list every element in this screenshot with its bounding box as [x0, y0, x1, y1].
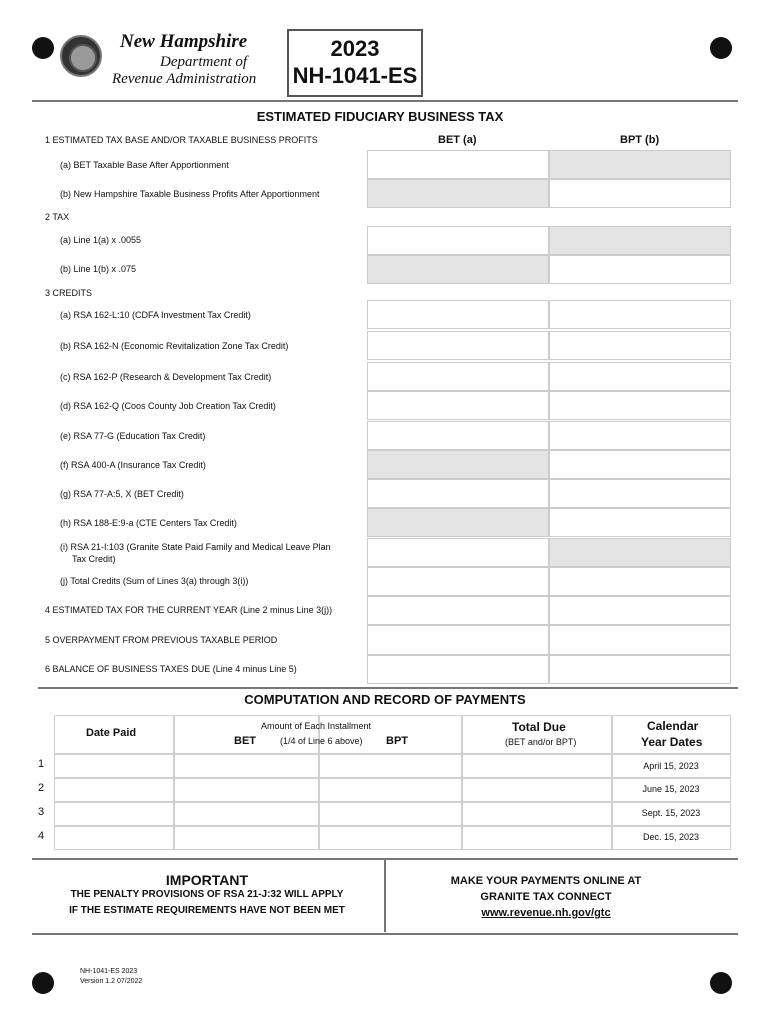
line-3g-bpt-input[interactable] [549, 479, 731, 508]
important-line-1: THE PENALTY PROVISIONS OF RSA 21-J:32 WILL APPLY [70, 889, 344, 900]
line-5-label: 5 OVERPAYMENT FROM PREVIOUS TAXABLE PERIOD [45, 635, 278, 645]
row2-total-input[interactable] [462, 778, 612, 802]
row1-total-input[interactable] [462, 754, 612, 778]
line-3j-label: (j) Total Credits (Sum of Lines 3(a) through 3(i)) [60, 576, 249, 586]
line-3i-bet-input[interactable] [367, 538, 549, 567]
line-3d-label: (d) RSA 162-Q (Coos County Job Creation Tax Credit) [60, 401, 276, 411]
line-2b-bpt-input[interactable] [549, 255, 731, 284]
line-4-bet-input[interactable] [367, 596, 549, 625]
line-3h-bpt-input[interactable] [549, 508, 731, 537]
section1-divider [38, 687, 738, 689]
col-header-calendar: Calendar [647, 719, 699, 733]
line-3j-bpt-input[interactable] [549, 567, 731, 596]
line-3e-label: (e) RSA 77-G (Education Tax Credit) [60, 431, 206, 441]
line-2a-bpt-blocked [549, 226, 731, 255]
registration-mark-bottom-right [710, 972, 732, 994]
col-header-bpt: BPT [386, 735, 408, 747]
col-header-bet: BET [234, 735, 256, 747]
line-2a-label: (a) Line 1(a) x .0055 [60, 235, 142, 245]
line-3b-bpt-input[interactable] [549, 331, 731, 360]
row3-bpt-input[interactable] [319, 802, 462, 826]
row4-calendar-date: Dec. 15, 2023 [642, 832, 700, 842]
important-title: IMPORTANT [165, 872, 249, 888]
line-5-bet-input[interactable] [367, 625, 549, 655]
line-3b-label: (b) RSA 162-N (Economic Revitalization Zone Tax Credit) [60, 341, 289, 351]
line-3f-bpt-input[interactable] [549, 450, 731, 479]
row1-bpt-input[interactable] [319, 754, 462, 778]
line-3c-bpt-input[interactable] [549, 362, 731, 391]
line-1b-bet-blocked [367, 179, 549, 208]
row4-bpt-input[interactable] [319, 826, 462, 850]
row3-bet-input[interactable] [174, 802, 319, 826]
agency-label: Revenue Administration [112, 71, 257, 87]
registration-mark-top-left [32, 37, 54, 59]
line-1a-bpt-blocked [549, 150, 731, 179]
registration-mark-bottom-left [32, 972, 54, 994]
footer-form-id: NH-1041-ES 2023 [80, 968, 138, 975]
line-3g-bet-input[interactable] [367, 479, 549, 508]
col-header-total-sub: (BET and/or BPT) [505, 737, 577, 747]
important-line-2: IF THE ESTIMATE REQUIREMENTS HAVE NOT BEEN MET [69, 905, 345, 916]
row1-number: 1 [38, 758, 45, 770]
line-3i-label-cont: Tax Credit) [72, 554, 116, 564]
line-6-bet-input[interactable] [367, 655, 549, 684]
form-year: 2023 [330, 36, 380, 61]
row2-date-input[interactable] [54, 778, 174, 802]
line-1b-bpt-input[interactable] [549, 179, 731, 208]
line-6-bpt-input[interactable] [549, 655, 731, 684]
line-3a-bpt-input[interactable] [549, 300, 731, 329]
online-line-1: MAKE YOUR PAYMENTS ONLINE AT [450, 875, 642, 887]
line-3e-bet-input[interactable] [367, 421, 549, 450]
line-3d-bpt-input[interactable] [549, 391, 731, 420]
line-3a-label: (a) RSA 162-L:10 (CDFA Investment Tax Credit) [60, 310, 251, 320]
line-1a-bet-input[interactable] [367, 150, 549, 179]
line-2b-bet-blocked [367, 255, 549, 284]
col-header-year-dates: Year Dates [641, 735, 703, 749]
line-4-bpt-input[interactable] [549, 596, 731, 625]
row2-bet-input[interactable] [174, 778, 319, 802]
line-1b-label: (b) New Hampshire Taxable Business Profits After Apportionment [60, 189, 320, 199]
row1-calendar-date: April 15, 2023 [643, 761, 699, 771]
row4-number: 4 [38, 830, 45, 842]
row4-bet-input[interactable] [174, 826, 319, 850]
row2-bpt-input[interactable] [319, 778, 462, 802]
col-header-bpt: BPT (b) [620, 134, 660, 146]
line-3-label: 3 CREDITS [45, 288, 93, 298]
line-6-label: 6 BALANCE OF BUSINESS TAXES DUE (Line 4 minus Line 5) [45, 664, 297, 674]
row1-bet-input[interactable] [174, 754, 319, 778]
row3-number: 3 [38, 806, 45, 818]
row4-total-input[interactable] [462, 826, 612, 850]
form-number: NH-1041-ES [292, 63, 418, 88]
line-2-label: 2 TAX [45, 212, 70, 222]
state-name: New Hampshire [120, 31, 248, 52]
state-seal-icon [60, 35, 102, 77]
line-3i-label: (i) RSA 21-I:103 (Granite State Paid Family and Medical Leave Plan [60, 542, 331, 552]
col-header-total-due: Total Due [512, 720, 566, 734]
registration-mark-top-right [710, 37, 732, 59]
online-link[interactable]: www.revenue.nh.gov/gtc [481, 907, 611, 919]
line-3c-label: (c) RSA 162-P (Research & Development Tax Credit) [60, 372, 272, 382]
form-id-box [287, 29, 423, 97]
footer-version: Version 1.2 07/2022 [80, 978, 143, 985]
line-1-label: 1 ESTIMATED TAX BASE AND/OR TAXABLE BUSINESS PROFITS [45, 135, 318, 145]
line-3d-bet-input[interactable] [367, 391, 549, 420]
row4-date-input[interactable] [54, 826, 174, 850]
line-4-label: 4 ESTIMATED TAX FOR THE CURRENT YEAR (Line 2 minus Line 3(j)) [45, 605, 333, 615]
line-1a-label: (a) BET Taxable Base After Apportionment [60, 160, 229, 170]
col-header-date-paid: Date Paid [86, 727, 137, 739]
line-5-bpt-input[interactable] [549, 625, 731, 655]
department-label: Department of [160, 54, 248, 70]
header-divider [32, 100, 738, 102]
line-3b-bet-input[interactable] [367, 331, 549, 360]
line-3e-bpt-input[interactable] [549, 421, 731, 450]
online-line-2: GRANITE TAX CONNECT [480, 891, 612, 903]
line-3h-bet-blocked [367, 508, 549, 537]
row1-date-input[interactable] [54, 754, 174, 778]
line-3h-label: (h) RSA 188-E:9-a (CTE Centers Tax Credit) [60, 518, 237, 528]
line-2b-label: (b) Line 1(b) x .075 [60, 264, 137, 274]
line-3i-bpt-blocked [549, 538, 731, 567]
row2-number: 2 [38, 782, 45, 794]
col-header-quarter-line: (1/4 of Line 6 above) [280, 736, 363, 746]
row3-date-input[interactable] [54, 802, 174, 826]
row2-calendar-date: June 15, 2023 [642, 784, 700, 794]
row3-total-input[interactable] [462, 802, 612, 826]
line-3c-bet-input[interactable] [367, 362, 549, 391]
section-title-estimated-tax: ESTIMATED FIDUCIARY BUSINESS TAX [256, 109, 504, 124]
line-3j-bet-input[interactable] [367, 567, 549, 596]
line-3f-label: (f) RSA 400-A (Insurance Tax Credit) [60, 460, 206, 470]
line-3g-label: (g) RSA 77-A:5, X (BET Credit) [60, 489, 184, 499]
line-3f-bet-blocked [367, 450, 549, 479]
line-3a-bet-input[interactable] [367, 300, 549, 329]
row3-calendar-date: Sept. 15, 2023 [641, 808, 701, 818]
line-2a-bet-input[interactable] [367, 226, 549, 255]
section-title-payments: COMPUTATION AND RECORD OF PAYMENTS [244, 692, 526, 707]
col-header-bet: BET (a) [438, 134, 477, 146]
col-header-amount-each: Amount of Each Installment [261, 721, 372, 731]
notice-bottom-divider [32, 933, 738, 935]
